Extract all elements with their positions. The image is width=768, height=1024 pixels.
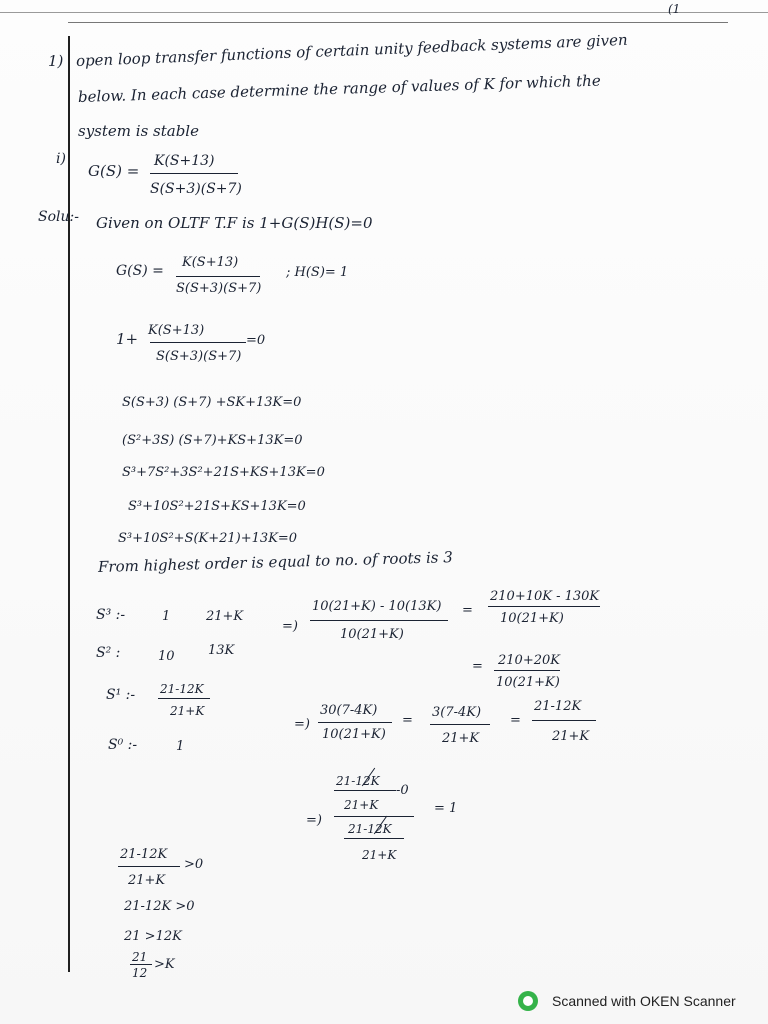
highest-order-note: From highest order is equal to no. of roots is 3 (97, 548, 454, 576)
ineq-line-2: 21 >12K (124, 929, 182, 944)
step-char-rhs: =0 (246, 333, 266, 348)
step-gs-numerator: K(S+13) (182, 255, 239, 270)
problem-line-3: system is stable (78, 122, 199, 140)
s0-outer-num-a: 21-12K (336, 774, 380, 788)
routh-s2-label: S² : (96, 645, 121, 661)
s0-inner-den: 21+K (362, 848, 397, 862)
problem-line-1: open loop transfer functions of certain unity feedback systems are given (75, 30, 628, 70)
calc-f2-den: 10(21+K) (500, 611, 564, 626)
equation-4: S³+10S²+21S+KS+13K=0 (128, 499, 306, 514)
ineq-last-den: 12 (132, 966, 148, 980)
calc-arrow-2: =) (294, 717, 310, 732)
calc-f4-num: 30(7-4K) (320, 703, 378, 718)
problem-number: 1) (48, 52, 64, 70)
s0-outer-bar-a (334, 790, 396, 791)
calc-f5-den: 21+K (442, 731, 480, 746)
s0-minus-zero: -0 (396, 783, 409, 798)
margin-line (68, 36, 70, 972)
routh-s2-c2: 13K (208, 643, 235, 658)
routh-s1-label: S¹ :- (106, 687, 136, 703)
routh-s3-c1: 1 (162, 609, 171, 624)
step-char-lhs: 1+ (116, 330, 139, 348)
s0-inner-bar (344, 838, 404, 839)
calc-eq-2: = (472, 659, 483, 674)
ineq-last-num: 21 (132, 950, 148, 964)
calc-arrow-1: =) (282, 619, 298, 634)
step-char-bar (150, 342, 246, 343)
subpart-label: i) (56, 151, 66, 167)
calc-f4-bar (318, 722, 392, 723)
routh-s2-c1: 10 (158, 649, 175, 664)
scanner-watermark: Scanned with OKEN Scanner (552, 993, 736, 1009)
step-gs-denominator: S(S+3)(S+7) (176, 281, 262, 296)
given-tf-numerator: K(S+13) (154, 153, 215, 169)
s0-arrow: =) (306, 813, 322, 828)
calc-eq-3: = (402, 713, 413, 728)
equation-1: S(S+3) (S+7) +SK+13K=0 (122, 395, 302, 410)
calc-f3-bar (494, 670, 560, 671)
problem-line-2: below. In each case determine the range of values of K for which the (77, 71, 601, 106)
calc-f5-num: 3(7-4K) (432, 705, 482, 720)
page-number: (1 (668, 2, 681, 16)
equation-2: (S²+3S) (S+7)+KS+13K=0 (122, 433, 303, 448)
calc-f6-num: 21-12K (534, 699, 582, 714)
ineq-last-rhs: >K (154, 957, 175, 972)
ineq-frac-den: 21+K (128, 873, 166, 888)
calc-f3-den: 10(21+K) (496, 675, 560, 690)
solution-label: Solu:- (38, 209, 79, 225)
s0-inner-num: 21-12K (348, 822, 392, 836)
ineq-line-1: 21-12K >0 (124, 899, 195, 914)
step-gs-lhs: G(S) = (116, 263, 164, 279)
ineq-frac-bar (118, 866, 180, 867)
s0-result: = 1 (434, 801, 458, 816)
step-given: Given on OLTF T.F is 1+G(S)H(S)=0 (96, 214, 373, 232)
calc-eq-4: = (510, 713, 521, 728)
s0-main-bar (334, 816, 414, 817)
routh-s0-c1: 1 (176, 739, 185, 754)
given-tf-denominator: S(S+3)(S+7) (150, 181, 242, 197)
routh-s1-bar (158, 698, 210, 699)
calc-f2-bar (488, 606, 600, 607)
calc-f3-num: 210+20K (498, 653, 560, 668)
calc-f1-den: 10(21+K) (340, 627, 404, 642)
scanner-logo-icon (518, 991, 538, 1011)
ineq-gt0: >0 (184, 857, 204, 872)
routh-s1-num: 21-12K (160, 682, 204, 696)
equation-5: S³+10S²+S(K+21)+13K=0 (118, 531, 298, 546)
given-tf-bar (150, 173, 238, 174)
routh-s3-c2: 21+K (206, 609, 244, 624)
header-rule (68, 22, 728, 23)
calc-f1-bar (310, 620, 448, 621)
routh-s0-label: S⁰ :- (108, 737, 138, 753)
s0-outer-num-b: 21+K (344, 798, 379, 812)
routh-s1-den: 21+K (170, 704, 205, 718)
calc-f2-num: 210+10K - 130K (490, 589, 600, 604)
step-char-numerator: K(S+13) (148, 323, 205, 338)
calc-f5-bar (430, 724, 490, 725)
equation-3: S³+7S²+3S²+21S+KS+13K=0 (122, 465, 325, 480)
calc-f4-den: 10(21+K) (322, 727, 386, 742)
calc-f1-num: 10(21+K) - 10(13K) (312, 599, 442, 614)
given-tf-lhs: G(S) = (88, 162, 140, 180)
ineq-frac-num: 21-12K (120, 847, 168, 862)
calc-f6-den: 21+K (552, 729, 590, 744)
top-rule (0, 12, 768, 13)
step-gs-hs: ; H(S)= 1 (286, 265, 349, 280)
routh-s3-label: S³ :- (96, 607, 126, 623)
calc-eq-1: = (462, 603, 473, 618)
step-gs-bar (176, 276, 260, 277)
calc-f6-bar (532, 720, 596, 721)
step-char-denominator: S(S+3)(S+7) (156, 349, 242, 364)
